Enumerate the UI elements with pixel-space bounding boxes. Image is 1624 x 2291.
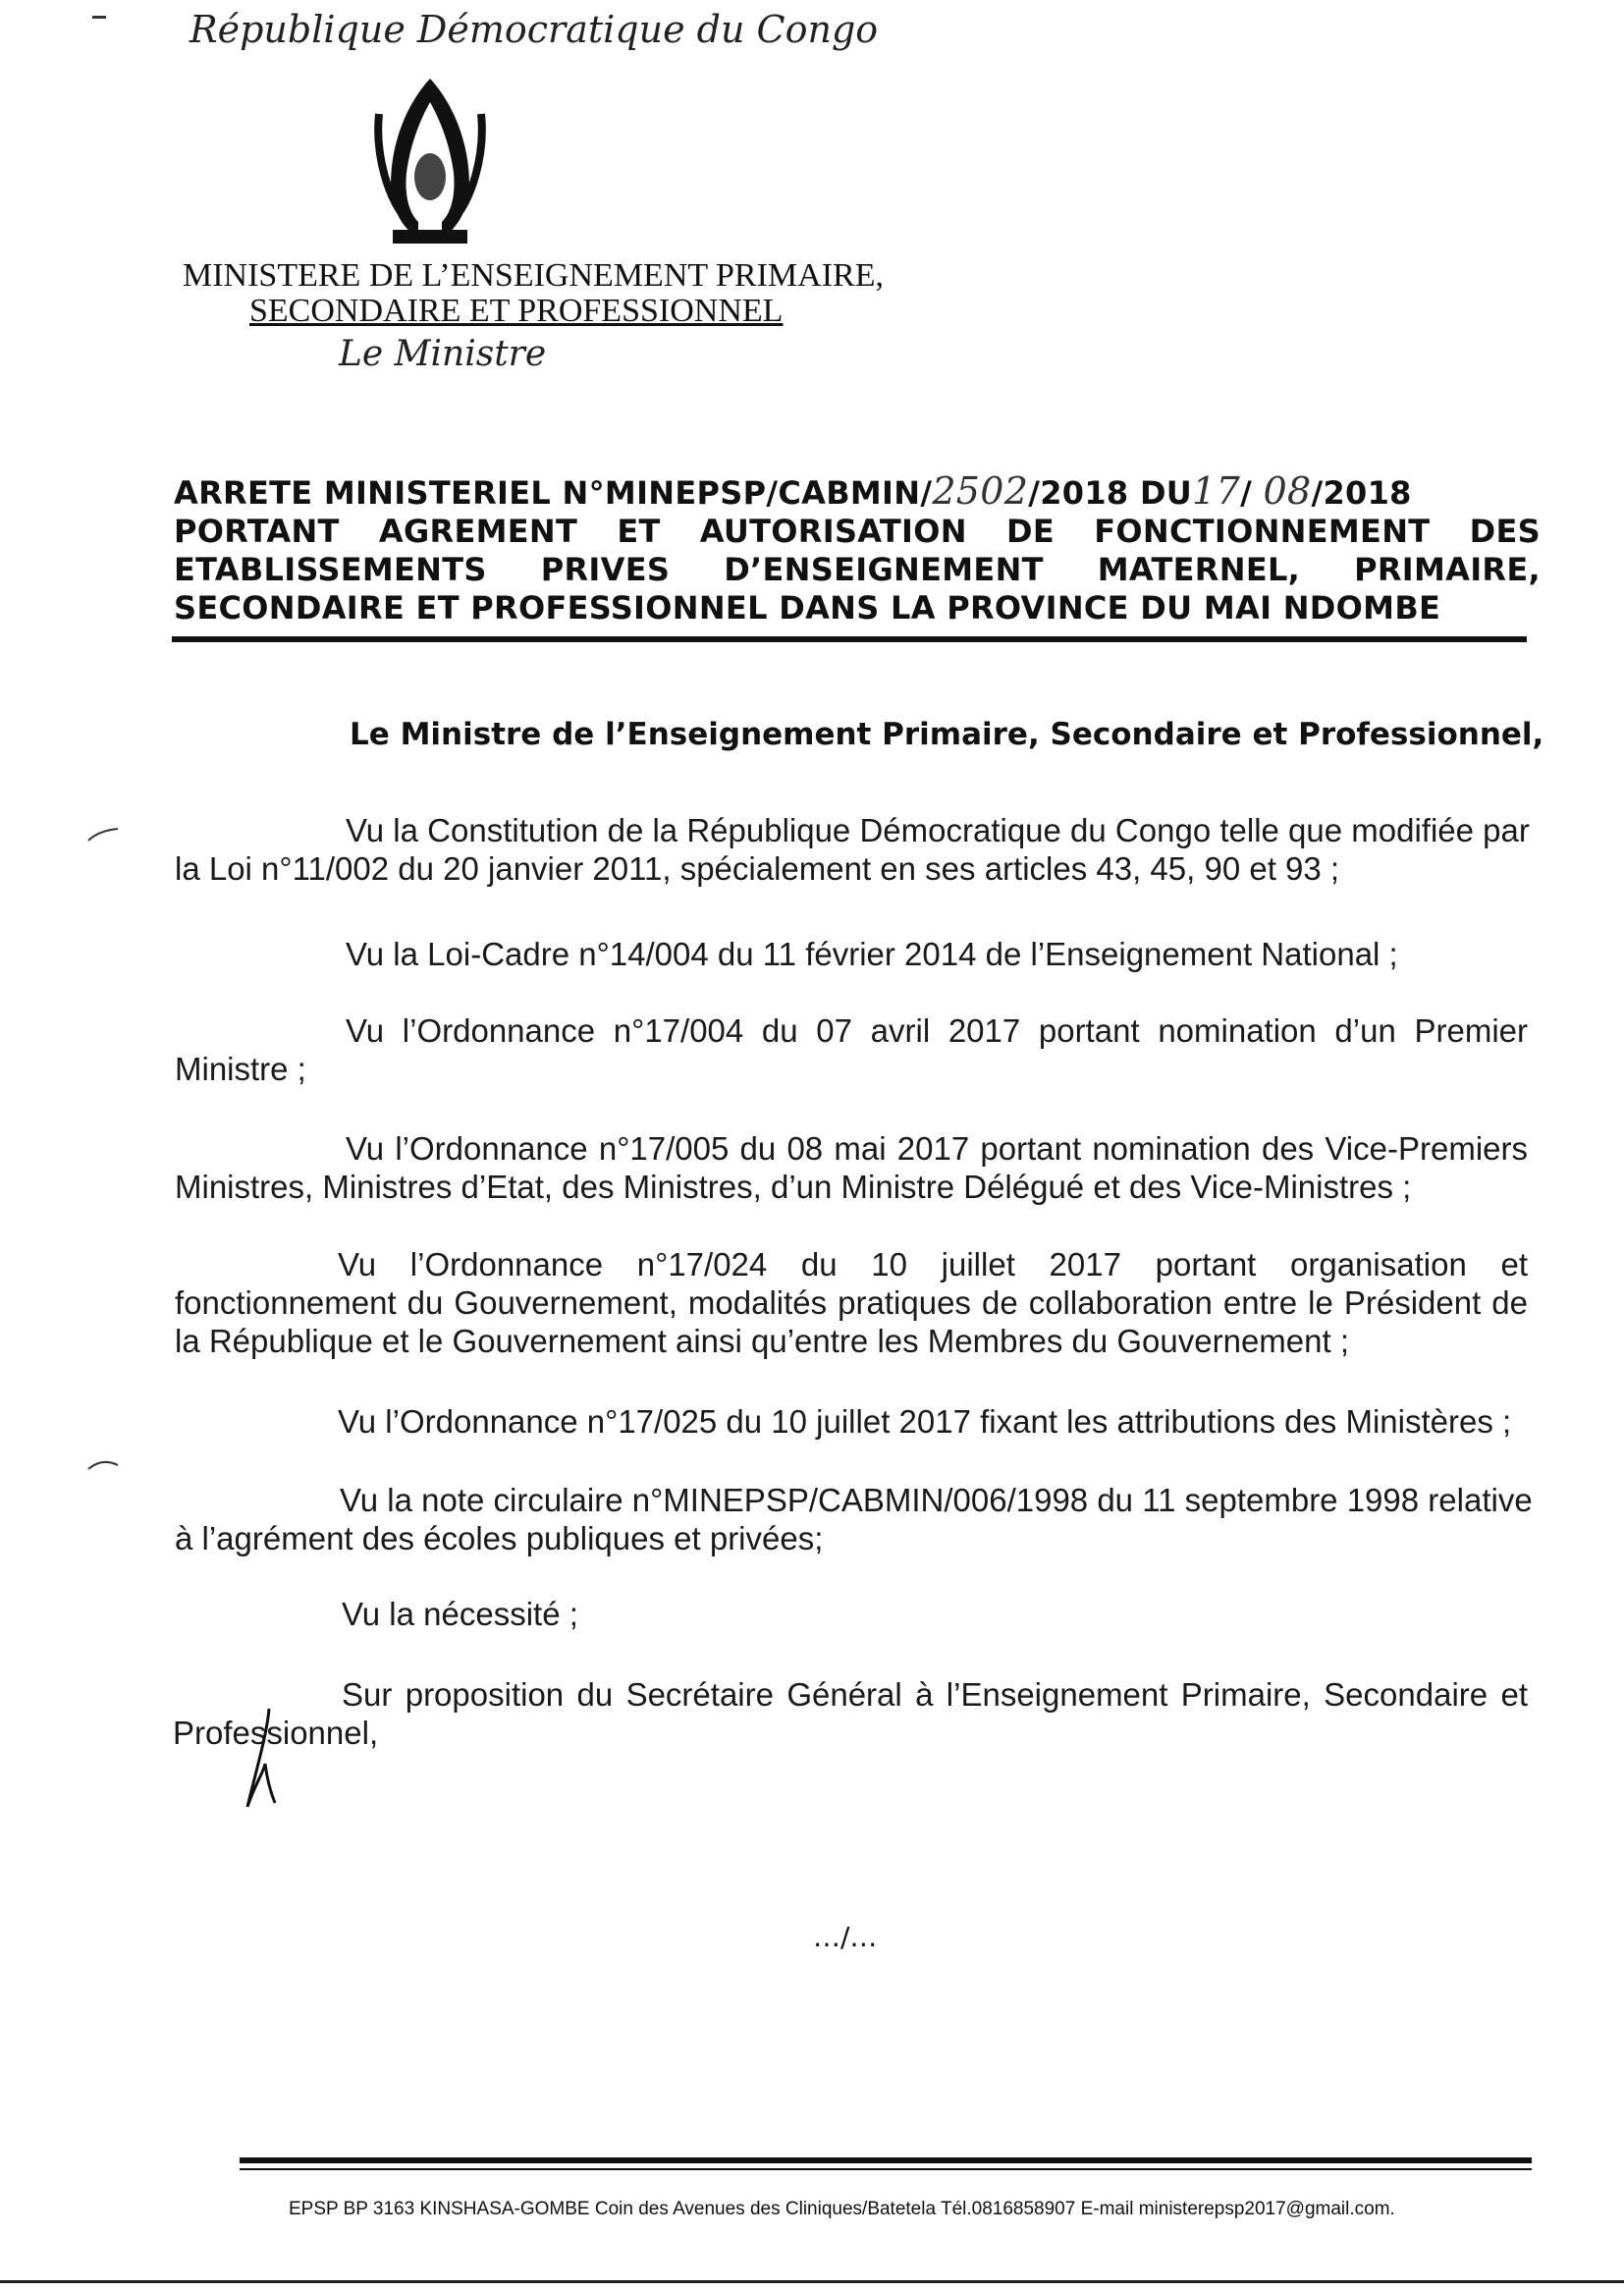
paragraph-line: Vu la note circulaire n°MINEPSP/CABMIN/006/1998 du 11 septembre 1998 relative: [340, 1482, 1533, 1518]
paragraph-line: Sur proposition du Secrétaire Général à l’Enseignement Primaire, Secondaire et: [342, 1676, 1528, 1713]
margin-tick: [84, 1453, 124, 1473]
decree-title-line1: ARRETE MINISTERIEL N°MINEPSP/CABMIN/2502/2018 DU17/ 08/2018: [174, 469, 1412, 513]
coat-of-arms-emblem: [371, 75, 489, 247]
margin-tick: [84, 825, 124, 845]
minister-heading: Le Ministre de l’Enseignement Primaire, Secondaire et Professionnel,: [350, 717, 1544, 752]
paragraph-note-circulaire: [175, 1481, 1533, 1557]
paragraph-proposition: [173, 1675, 1528, 1752]
country-name: République Démocratique du Congo: [189, 8, 879, 51]
paragraph-line: fonctionnement du Gouvernement, modalités pratiques de collaboration entre le Président de: [175, 1284, 1528, 1321]
title-rule: [172, 636, 1527, 642]
paragraph-line: Vu l’Ordonnance n°17/024 du 10 juillet 2017 portant organisation et: [338, 1246, 1528, 1282]
paragraph-loi-cadre: [346, 935, 1398, 973]
decree-number-prefix: ARRETE MINISTERIEL N°MINEPSP/CABMIN/: [174, 474, 933, 512]
ministry-name-line2: SECONDAIRE ET PROFESSIONNEL: [249, 293, 784, 329]
decree-title-line2: PORTANT AGREMENT ET AUTORISATION DE FONCTIONNEMENT DES: [174, 513, 1541, 550]
paragraph-line: Vu la nécessité ;: [342, 1596, 578, 1632]
handwritten-initial: [242, 1705, 291, 1813]
paragraph-ordonnance-premier-ministre: [175, 1011, 1528, 1088]
handwritten-month: 08: [1263, 469, 1312, 513]
minister-title: Le Ministre: [339, 334, 547, 374]
paragraph-line: Ministres, Ministres d’Etat, des Ministres, d’un Ministre Délégué et des Vice-Ministres ;: [175, 1169, 1412, 1205]
paragraph-line: Vu la Constitution de la République Démocratique du Congo telle que modifiée par: [346, 812, 1530, 848]
handwritten-decree-number: 2502: [932, 469, 1029, 513]
paragraph-line: Ministre ;: [175, 1051, 306, 1087]
decree-title-line3: ETABLISSEMENTS PRIVES D’ENSEIGNEMENT MATERNEL, PRIMAIRE,: [174, 551, 1541, 588]
decree-date-year: /2018: [1311, 474, 1412, 512]
scan-mark: [92, 16, 106, 19]
paragraph-constitution: [175, 811, 1528, 888]
paragraph-line: Vu l’Ordonnance n°17/004 du 07 avril 2017 portant nomination d’un Premier: [346, 1012, 1528, 1049]
continuation-mark: …/…: [813, 1921, 878, 1953]
paragraph-line: Vu l’Ordonnance n°17/025 du 10 juillet 2017 fixant les attributions des Ministères ;: [338, 1403, 1512, 1440]
paragraph-line: Vu l’Ordonnance n°17/005 du 08 mai 2017 portant nomination des Vice-Premiers: [346, 1130, 1528, 1167]
paragraph-necessite: [342, 1595, 578, 1633]
paragraph-ordonnance-gouvernement: [175, 1245, 1528, 1360]
paragraph-ordonnance-vice-premiers: [175, 1129, 1528, 1206]
page-bottom-rule: [0, 2280, 1624, 2283]
paragraph-line: Professionnel,: [173, 1715, 379, 1751]
decree-title-line4: SECONDAIRE ET PROFESSIONNEL DANS LA PROVINCE DU MAI NDOMBE: [174, 589, 1441, 627]
paragraph-ordonnance-attributions: [338, 1402, 1511, 1441]
footer-rule-thin: [240, 2168, 1532, 2170]
paragraph-line: la République et le Gouvernement ainsi qu’entre les Membres du Gouvernement ;: [175, 1323, 1349, 1359]
footer-address: EPSP BP 3163 KINSHASA-GOMBE Coin des Avenues des Cliniques/Batetela Tél.0816858907 E-mail ministerepsp2017@gmail.com.: [289, 2199, 1395, 2219]
decree-year-and-date-label: /2018 DU: [1028, 474, 1193, 512]
handwritten-day: 17: [1192, 469, 1241, 513]
ministry-name-line1: MINISTERE DE L’ENSEIGNEMENT PRIMAIRE,: [183, 257, 884, 294]
paragraph-line: Vu la Loi-Cadre n°14/004 du 11 février 2014 de l’Enseignement National ;: [346, 936, 1398, 972]
paragraph-line: à l’agrément des écoles publiques et privées;: [175, 1520, 824, 1556]
footer-rule-thick: [240, 2157, 1532, 2163]
paragraph-line: la Loi n°11/002 du 20 janvier 2011, spécialement en ses articles 43, 45, 90 et 93 ;: [175, 850, 1340, 887]
